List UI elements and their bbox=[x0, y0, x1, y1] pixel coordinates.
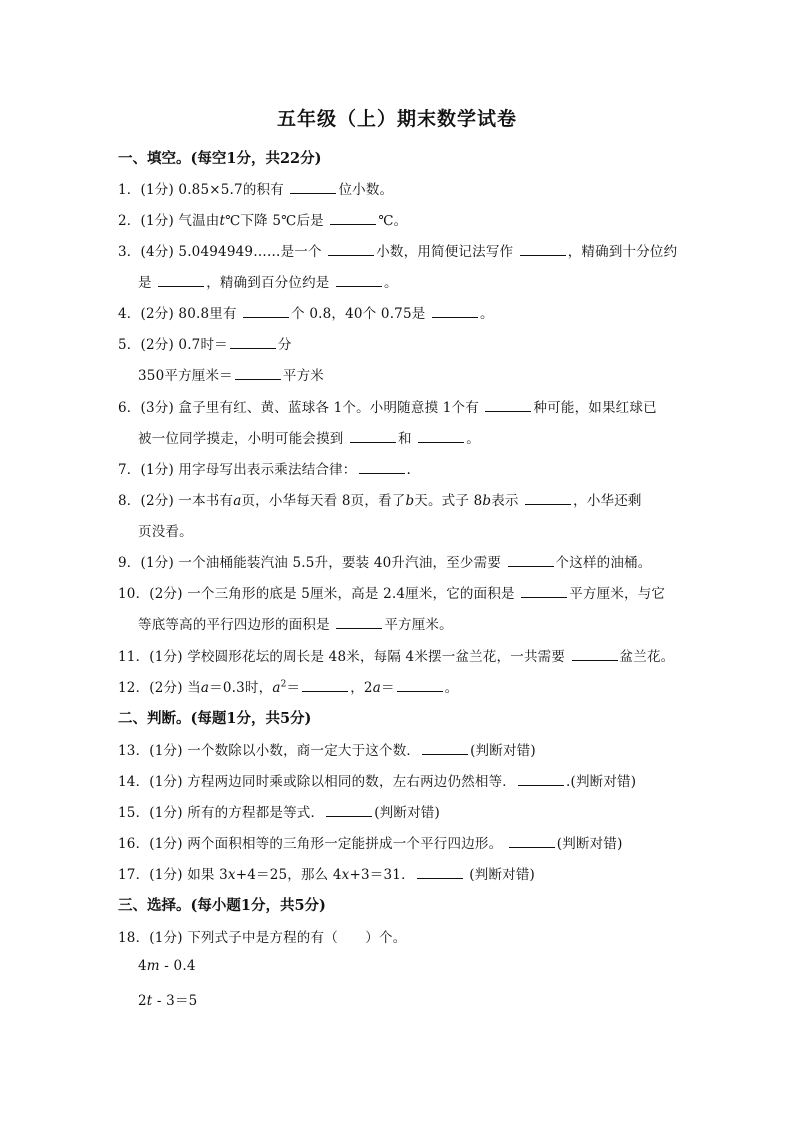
question-2: 2．(1分) 气温由t℃下降 5℃后是 ℃。 bbox=[118, 213, 408, 229]
answer-blank[interactable] bbox=[520, 243, 566, 256]
answer-blank[interactable] bbox=[418, 430, 464, 443]
answer-blank[interactable] bbox=[230, 336, 276, 349]
option-expression-2: 2t - 3＝5 bbox=[138, 993, 198, 1009]
question-8-continued: 页没看。 bbox=[138, 524, 193, 540]
page-title: 五年级（上）期末数学试卷 bbox=[276, 108, 517, 130]
question-5-continued: 350平方厘米＝ 平方米 bbox=[138, 368, 324, 384]
question-14: 14．(1分) 方程两边同时乘或除以相同的数，左右两边仍然相等． .(判断对错) bbox=[118, 774, 637, 790]
answer-blank[interactable] bbox=[432, 305, 478, 318]
question-7: 7．(1分) 用字母写出表示乘法结合律： . bbox=[118, 462, 412, 478]
answer-blank[interactable] bbox=[243, 305, 289, 318]
question-17: 17．(1分) 如果 3x+4＝25，那么 4x+3＝31． (判断对错) bbox=[118, 867, 536, 883]
answer-blank[interactable] bbox=[521, 585, 567, 598]
question-5: 5．(2分) 0.7时＝ 分 bbox=[118, 337, 292, 353]
answer-blank[interactable] bbox=[350, 430, 396, 443]
question-6: 6．(3分) 盒子里有红、黄、蓝球各 1个。小明随意摸 1个有 种可能，如果红球已 bbox=[118, 400, 657, 416]
answer-blank[interactable] bbox=[422, 742, 468, 755]
answer-blank[interactable] bbox=[508, 554, 554, 567]
answer-blank[interactable] bbox=[326, 804, 372, 817]
question-15: 15．(1分) 所有的方程都是等式． (判断对错) bbox=[118, 805, 440, 821]
question-12: 12．(2分) 当a＝0.3时，$a^2=$ ，2a＝ 。 bbox=[118, 679, 459, 696]
answer-blank[interactable] bbox=[417, 866, 463, 879]
answer-blank[interactable] bbox=[235, 367, 281, 380]
question-11: 11．(1分) 学校圆形花坛的周长是 48米，每隔 4米摆一盆兰花，一共需要 盆兰花。 bbox=[118, 649, 675, 665]
answer-blank[interactable] bbox=[336, 274, 382, 287]
answer-blank[interactable] bbox=[290, 181, 336, 194]
question-10-continued: 等底等高的平行四边形的面积是 平方厘米。 bbox=[138, 617, 453, 633]
answer-blank[interactable] bbox=[330, 212, 376, 225]
answer-blank[interactable] bbox=[509, 835, 555, 848]
answer-blank[interactable] bbox=[336, 616, 382, 629]
question-10: 10．(2分) 一个三角形的底是 5厘米，高是 2.4厘米，它的面积是 平方厘米，与它 bbox=[118, 586, 666, 602]
answer-blank[interactable] bbox=[397, 679, 443, 692]
question-8: 8．(2分) 一本书有a页，小华每天看 8页，看了b天。式子 8b表示 ，小华还剩 bbox=[118, 493, 642, 509]
option-expression-1: 4m - 0.4 bbox=[138, 958, 196, 974]
answer-blank[interactable] bbox=[525, 492, 571, 505]
answer-blank[interactable] bbox=[485, 399, 531, 412]
question-6-continued: 被一位同学摸走，小明可能会摸到 和 。 bbox=[138, 431, 480, 447]
question-16: 16．(1分) 两个面积相等的三角形一定能拼成一个平行四边形。 (判断对错) bbox=[118, 836, 623, 852]
answer-blank[interactable] bbox=[158, 274, 204, 287]
section-heading-fill-in: 一、填空。(每空1分，共22分) bbox=[118, 150, 322, 167]
question-9: 9．(1分) 一个油桶能装汽油 5.5升，要装 40升汽油，至少需要 个这样的油桶。 bbox=[118, 555, 652, 571]
question-4: 4．(2分) 80.8里有 个 0.8，40个 0.75是 。 bbox=[118, 306, 494, 322]
answer-blank[interactable] bbox=[302, 679, 348, 692]
section-heading-choice: 三、选择。(每小题1分，共5分) bbox=[118, 897, 326, 914]
question-3: 3．(4分) 5.0494949……是一个 小数，用简便记法写作 ，精确到十分位约 bbox=[118, 244, 678, 260]
answer-blank[interactable] bbox=[359, 461, 405, 474]
question-13: 13．(1分) 一个数除以小数，商一定大于这个数． (判断对错) bbox=[118, 743, 536, 759]
question-3-continued: 是 ，精确到百分位约是 。 bbox=[138, 275, 398, 291]
section-heading-true-false: 二、判断。(每题1分，共5分) bbox=[118, 710, 312, 727]
answer-blank[interactable] bbox=[572, 648, 618, 661]
answer-blank[interactable] bbox=[518, 773, 564, 786]
question-1: 1．(1分) 0.85×5.7的积有 位小数。 bbox=[118, 182, 394, 198]
answer-blank[interactable] bbox=[328, 243, 374, 256]
question-18: 18．(1分) 下列式子中是方程的有（ ）个。 bbox=[118, 930, 407, 946]
